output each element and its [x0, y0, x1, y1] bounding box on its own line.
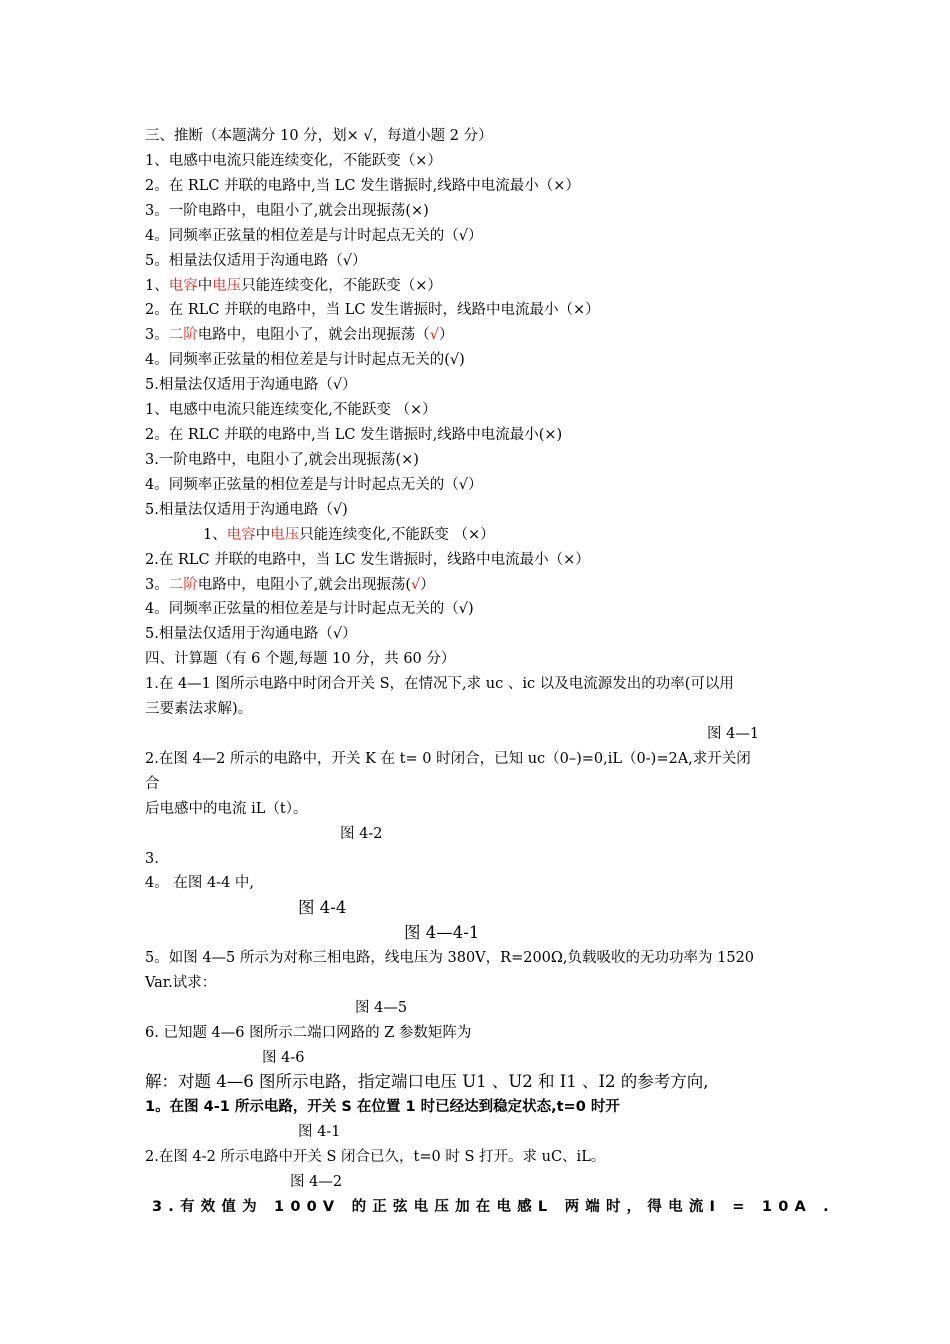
question-text: Var.试求： — [145, 975, 217, 991]
text-line: 1、电感中电流只能连续变化,不能跃变 （×） — [145, 402, 437, 418]
figure-caption: 图 4-6 — [262, 1050, 305, 1066]
text-span: 电路中，电阻小了,就会出现振荡( — [197, 577, 411, 593]
highlight-text: 二阶 — [168, 327, 198, 343]
text-span: 1、 — [203, 527, 227, 543]
question-text: 2.在图 4-2 所示电路中开关 S 闭合已久，t=0 时 S 打开。求 uC、iL。 — [145, 1149, 606, 1165]
text-line-corrected — [145, 325, 453, 345]
text-span: 3。 — [145, 577, 169, 593]
answer-text: 解：对题 4—6 图所示电路，指定端口电压 U1 、U2 和 I1 、I2 的参考方向, — [145, 1072, 709, 1091]
figure-caption: 图 4—5 — [355, 1000, 408, 1016]
highlight-mark: √ — [429, 327, 439, 343]
text-line: 2.在 RLC 并联的电路中，当 LC 发生谐振时，线路中电流最小（×） — [145, 552, 590, 568]
text-line: 3。一阶电路中，电阻小了,就会出现振荡(×) — [145, 203, 429, 219]
text-line: 2。在 RLC 并联的电路中，当 LC 发生谐振时，线路中电流最小（×） — [145, 302, 600, 318]
section-heading-judgment: 三、推断（本题满分 10 分，划× √，每道小题 2 分） — [145, 128, 493, 144]
highlight-text: 二阶 — [168, 577, 198, 593]
text-line: 5。相量法仅适用于沟通电路（√） — [145, 253, 367, 269]
highlight-text: 电压 — [270, 527, 300, 543]
question-text: 后电感中的电流 iL（t）。 — [145, 801, 308, 817]
figure-caption: 图 4-1 — [298, 1124, 341, 1140]
question-text: 2.在图 4—2 所示的电路中，开关 K 在 t= 0 时闭合，已知 uc（0–)=0,iL（0-)=2A,求开关闭 — [145, 751, 751, 767]
text-span: 电路中，电阻小了，就会出现振荡（ — [197, 327, 430, 343]
question-text: 1。在图 4-1 所示电路，开关 S 在位置 1 时已经达到稳定状态,t=0 时开 — [145, 1099, 620, 1115]
text-line: 4。同频率正弦量的相位差是与计时起点无关的（√) — [145, 601, 474, 617]
question-text: 三要素法求解)。 — [145, 701, 253, 717]
highlight-text: 电压 — [212, 278, 242, 294]
text-line: 4。同频率正弦量的相位差是与计时起点无关的（√） — [145, 477, 483, 493]
section-heading-calculation: 四、计算题（有 6 个题,每题 10 分，共 60 分） — [145, 651, 456, 667]
text-line-corrected — [203, 525, 495, 545]
question-text: 4。 在图 4-4 中, — [145, 875, 255, 891]
question-text: 6. 已知题 4—6 图所示二端口网路的 Z 参数矩阵为 — [145, 1025, 472, 1041]
text-span: 1、 — [145, 278, 169, 294]
text-line: 3.一阶电路中，电阻小了,就会出现振荡(×) — [145, 452, 419, 468]
text-span: ） — [420, 577, 435, 593]
text-line: 4。同频率正弦量的相位差是与计时起点无关的(√) — [145, 352, 465, 368]
text-span: 只能连续变化,不能跃变 （×） — [299, 527, 495, 543]
text-span: 3。 — [145, 327, 169, 343]
figure-caption: 图 4—2 — [290, 1174, 343, 1190]
highlight-text: 电容 — [168, 278, 198, 294]
text-line-corrected — [145, 276, 442, 296]
question-text: 3. — [145, 851, 159, 867]
question-text: 3.有效值为 100V 的正弦电压加在电感L 两端时，得电流I = 10A . — [152, 1199, 835, 1215]
text-line: 2。在 RLC 并联的电路中,当 LC 发生谐振时,线路中电流最小(×) — [145, 427, 563, 443]
text-line: 1、电感中电流只能连续变化，不能跃变（×） — [145, 153, 442, 169]
text-span: 中 — [255, 527, 271, 543]
text-line-corrected — [145, 575, 435, 595]
question-text: 1.在 4—1 图所示电路中时闭合开关 S，在情况下,求 uc 、ic 以及电流源发出的功率(可以用 — [145, 676, 734, 692]
highlight-mark: √ — [411, 577, 421, 593]
text-line: 5.相量法仅适用于沟通电路（√) — [145, 502, 348, 518]
question-text: 5。如图 4—5 所示为对称三相电路，线电压为 380V，R=200Ω,负载吸收的无功功率为 1520 — [145, 950, 755, 966]
highlight-text: 电容 — [226, 527, 256, 543]
text-line: 5.相量法仅适用于沟通电路（√） — [145, 626, 357, 642]
question-text: 合 — [145, 776, 160, 792]
figure-caption: 图 4—1 — [707, 726, 760, 742]
text-span: 只能连续变化，不能跃变（×） — [241, 278, 442, 294]
text-line: 4。同频率正弦量的相位差是与计时起点无关的（√） — [145, 228, 483, 244]
text-span: ） — [438, 327, 454, 343]
figure-caption: 图 4—4-1 — [404, 923, 480, 942]
figure-caption: 图 4-2 — [340, 826, 383, 842]
text-span: 中 — [197, 278, 213, 294]
text-line: 2。在 RLC 并联的电路中,当 LC 发生谐振时,线路中电流最小（×） — [145, 178, 580, 194]
figure-caption: 图 4-4 — [298, 898, 347, 917]
text-line: 5.相量法仅适用于沟通电路（√） — [145, 377, 357, 393]
